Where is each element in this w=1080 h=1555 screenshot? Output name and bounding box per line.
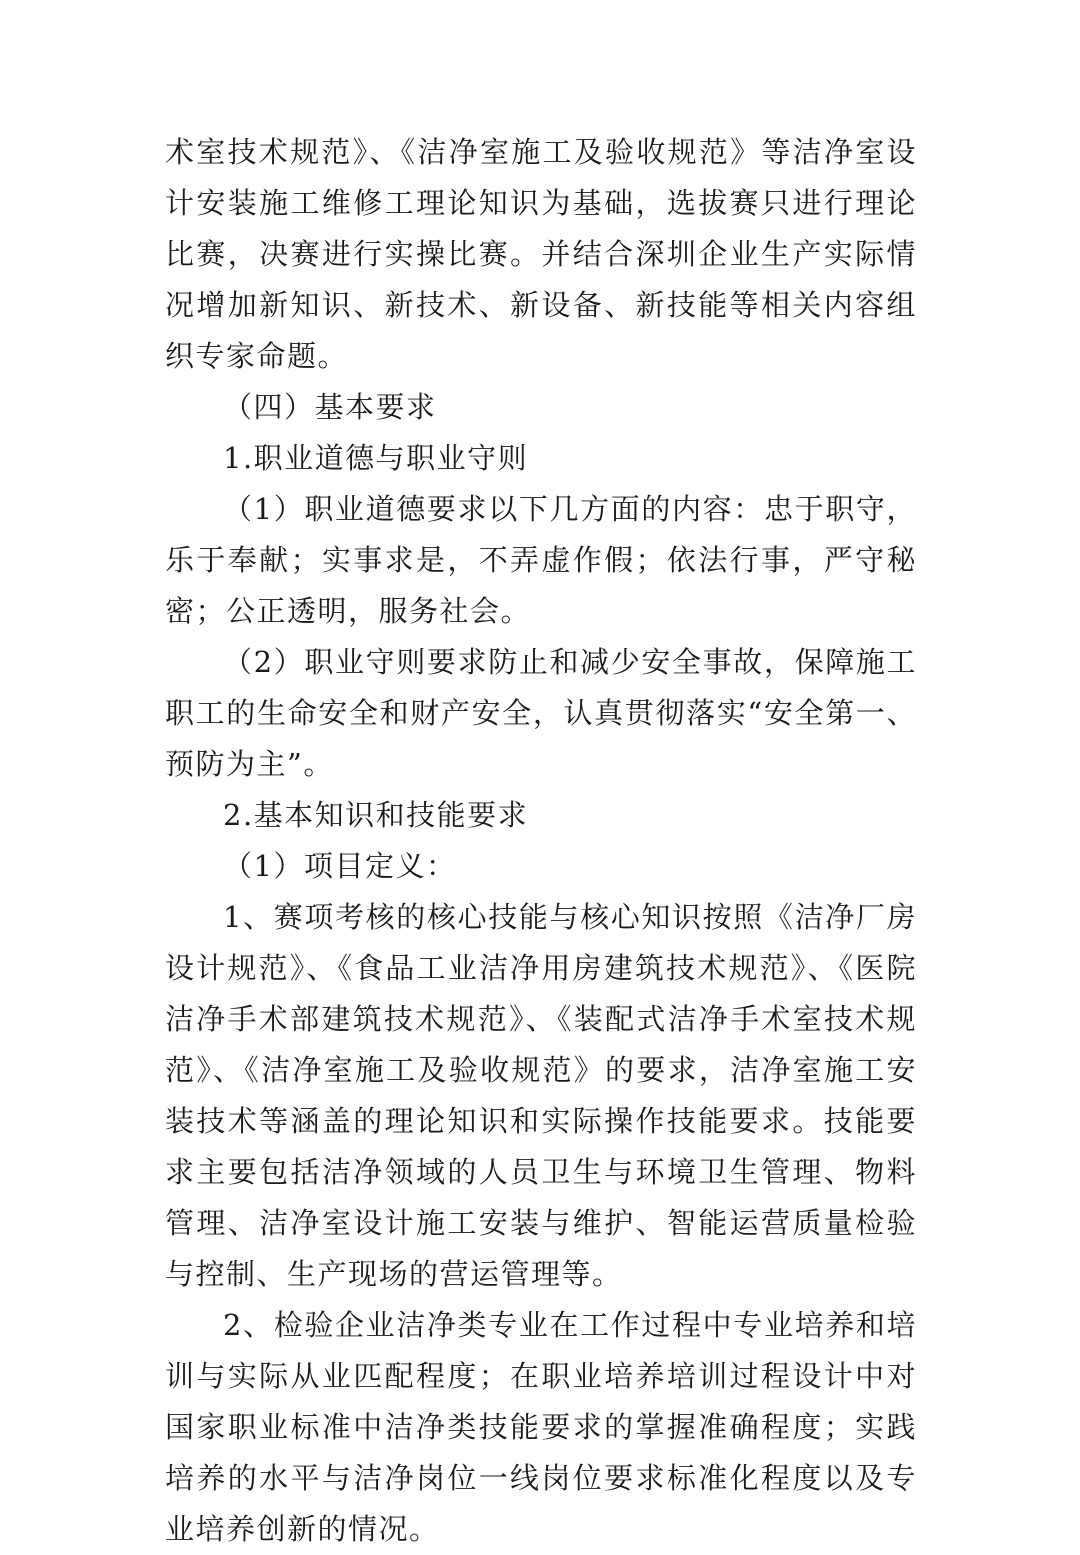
paragraph-ethics-requirements: （1）职业道德要求以下几方面的内容：忠于职守，乐于奉献；实事求是，不弄虚作假；依法行事，严守秘密；公正透明，服务社会。	[165, 492, 917, 628]
paragraph-intro-continuation: 术室技术规范》、《洁净室施工及验收规范》等洁净室设计安装施工维修工理论知识为基础，选拔赛只进行理论比赛，决赛进行实操比赛。并结合深圳企业生产实际情况增加新知识、新技术、新设备、新技能等相关内容组织专家命题。	[165, 135, 917, 373]
document-body	[165, 127, 917, 1555]
subheading-knowledge-skills: 2.基本知识和技能要求	[223, 798, 529, 832]
paragraph-code-of-conduct: （2）职业守则要求防止和减少安全事故，保障施工职工的生命安全和财产安全，认真贯彻落实“安全第一、预防为主”。	[165, 645, 917, 781]
paragraph-training-assessment: 2、检验企业洁净类专业在工作过程中专业培养和培训与实际从业匹配程度；在职业培养培训过程设计中对国家职业标准中洁净类技能要求的掌握准确程度；实践培养的水平与洁净岗位一线岗位要求标准化程度以及专业培养创新的情况。	[165, 1308, 917, 1546]
paragraph-core-skills: 1、赛项考核的核心技能与核心知识按照《洁净厂房设计规范》、《食品工业洁净用房建筑技术规范》、《医院洁净手术部建筑技术规范》、《装配式洁净手术室技术规范》、《洁净室施工及验收规范》的要求，洁净室施工安装技术等涵盖的理论知识和实际操作技能要求。技能要求主要包括洁净领域的人员卫生与环境卫生管理、物料管理、洁净室设计施工安装与维护、智能运营质量检验与控制、生产现场的营运管理等。	[165, 900, 917, 1291]
subheading-project-definition: （1）项目定义：	[223, 849, 457, 883]
section-heading-basic-requirements: （四）基本要求	[223, 390, 437, 424]
subheading-professional-ethics: 1.职业道德与职业守则	[223, 441, 529, 475]
